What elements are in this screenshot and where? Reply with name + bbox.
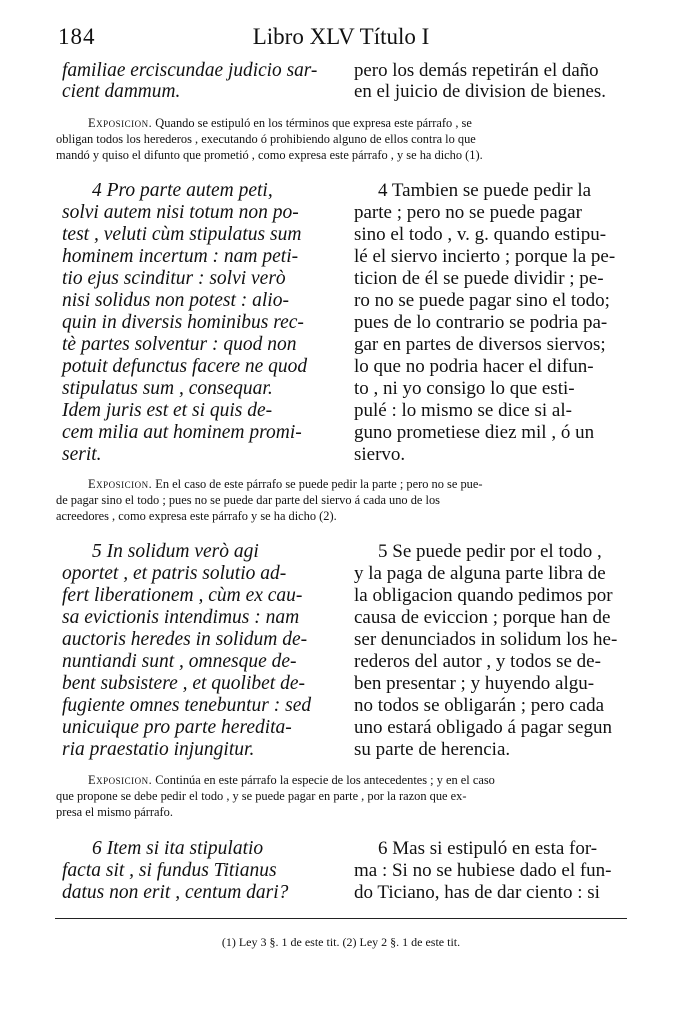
exposicion-line: acreedores , como expresa este párrafo y se ha dicho (2). xyxy=(56,509,337,523)
latin-line: nuntiandi sunt , omnesque de- xyxy=(62,651,297,672)
latin-line: nisi solidus non potest : alio- xyxy=(62,290,289,311)
latin-line: serit. xyxy=(62,444,102,465)
spanish-line: causa de eviccion ; porque han de xyxy=(354,607,611,628)
spanish-line: to , ni yo consigo lo que esti- xyxy=(354,378,575,399)
exposicion-line: presa el mismo párrafo. xyxy=(56,805,173,819)
spanish-line: ser denunciados in solidum los he- xyxy=(354,629,618,650)
spanish-line: do Ticiano, has de dar ciento : si xyxy=(354,882,600,903)
latin-line: facta sit , si fundus Titianus xyxy=(62,860,277,881)
exposicion-line: mandó y quiso el difunto que prometió , como expresa este párrafo , y se ha dicho (1). xyxy=(56,148,483,162)
spanish-line: ma : Si no se hubiese dado el fun- xyxy=(354,860,612,881)
latin-line: oportet , et patris solutio ad- xyxy=(62,563,287,584)
exposicion-line: que propone se debe pedir el todo , y se puede pagar en parte , por la razon que ex- xyxy=(56,789,467,803)
spanish-line: pero los demás repetirán el daño xyxy=(354,60,599,81)
spanish-line: lé el siervo incierto ; porque la pe- xyxy=(354,246,616,267)
latin-line: Idem juris est et si quis de- xyxy=(62,400,273,421)
latin-line: 4 Pro parte autem peti, xyxy=(92,180,273,201)
spanish-line: en el juicio de division de bienes. xyxy=(354,81,606,102)
latin-line: tio ejus scinditur : solvi verò xyxy=(62,268,286,289)
latin-line: familiae erciscundae judicio sar- xyxy=(62,60,318,81)
latin-line: datus non erit , centum dari? xyxy=(62,882,289,903)
exposicion-line: de pagar sino el todo ; pues no se puede dar parte del siervo á cada uno de los xyxy=(56,493,440,507)
latin-line: fert liberationem , cùm ex cau- xyxy=(62,585,303,606)
spanish-line: no todos se obligarán ; pero cada xyxy=(354,695,605,716)
latin-line: solvi autem nisi totum non po- xyxy=(62,202,299,223)
spanish-line: pues de lo contrario se podria pa- xyxy=(354,312,608,333)
spanish-line: y la paga de alguna parte libra de xyxy=(354,563,606,584)
latin-line: tè partes solventur : quod non xyxy=(62,334,297,355)
spanish-line: uno estará obligado á pagar segun xyxy=(354,717,612,738)
spanish-line: 6 Mas si estipuló en esta for- xyxy=(378,838,598,859)
running-title: Libro XLV Título I xyxy=(252,24,430,49)
latin-line: potuit defunctus facere ne quod xyxy=(62,356,308,377)
spanish-line: sino el todo , v. g. quando estipu- xyxy=(354,224,607,245)
latin-line: cient dammum. xyxy=(62,81,181,102)
spanish-line: ro no se puede pagar sino el todo; xyxy=(354,290,610,311)
spanish-line: la obligacion quando pedimos por xyxy=(354,585,613,606)
latin-line: auctoris heredes in solidum de- xyxy=(62,629,308,650)
spanish-line: siervo. xyxy=(354,444,406,465)
page-header xyxy=(58,22,624,52)
latin-line: cem milia aut hominem promi- xyxy=(62,422,302,443)
latin-line: sa evictionis intendimus : nam xyxy=(62,607,300,628)
exposicion-line: Exposicion. Continúa en este párrafo la especie de los antecedentes ; y en el caso xyxy=(88,773,495,787)
spanish-line: lo que no podria hacer el difun- xyxy=(354,356,594,377)
footnotes: (1) Ley 3 §. 1 de este tit. (2) Ley 2 §. 1 de este tit. xyxy=(221,935,461,949)
spanish-line: rederos del autor , y todos se de- xyxy=(354,651,601,672)
spanish-line: guno prometiese diez mil , ó un xyxy=(354,422,595,443)
latin-line: fugiente omnes tenebuntur : sed xyxy=(62,695,312,716)
spanish-line: parte ; pero no se puede pagar xyxy=(354,202,582,223)
latin-line: hominem incertum : nam peti- xyxy=(62,246,299,267)
exposicion-line: Exposicion. Quando se estipuló en los términos que expresa este párrafo , se xyxy=(88,116,472,130)
page-number: 184 xyxy=(58,24,96,49)
latin-line: 5 In solidum verò agi xyxy=(92,541,259,562)
spanish-line: su parte de herencia. xyxy=(354,739,511,760)
exposicion-line: Exposicion. En el caso de este párrafo se puede pedir la parte ; pero no se pue- xyxy=(88,477,483,491)
latin-line: quin in diversis hominibus rec- xyxy=(62,312,304,333)
latin-line: bent subsistere , et quolibet de- xyxy=(62,673,305,694)
latin-line: 6 Item si ita stipulatio xyxy=(92,838,264,859)
exposicion-label: Exposicion. xyxy=(88,477,153,491)
latin-line: unicuique pro parte heredita- xyxy=(62,717,292,738)
spanish-line: pulé : lo mismo se dice si al- xyxy=(354,400,572,421)
exposicion-label: Exposicion. xyxy=(88,773,153,787)
spanish-line: ben presentar ; y huyendo algu- xyxy=(354,673,595,694)
exposicion-label: Exposicion. xyxy=(88,116,153,130)
footnote-rule xyxy=(55,918,627,919)
spanish-line: ticion de él se puede dividir ; pe- xyxy=(354,268,604,289)
exposicion-line: obligan todos los herederos , executando ó prohibiendo alguno de ellos contra lo que xyxy=(56,132,476,146)
latin-line: stipulatus sum , consequar. xyxy=(62,378,273,399)
spanish-line: gar en partes de diversos siervos; xyxy=(354,334,606,355)
spanish-line: 4 Tambien se puede pedir la xyxy=(378,180,592,201)
latin-line: ria praestatio injungitur. xyxy=(62,739,255,760)
spanish-line: 5 Se puede pedir por el todo , xyxy=(378,541,602,562)
latin-line: test , veluti cùm stipulatus sum xyxy=(62,224,302,245)
